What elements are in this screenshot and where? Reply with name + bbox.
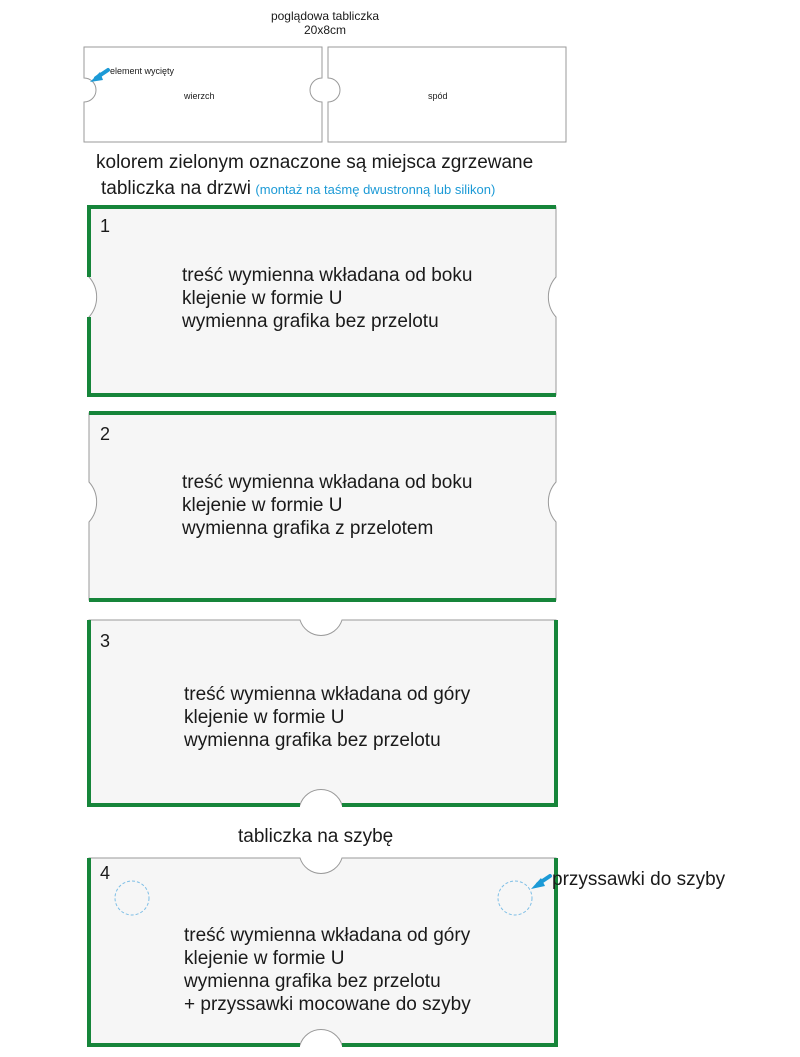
panel-4-text [184, 924, 471, 1016]
panel-4-number: 4 [100, 863, 111, 883]
preview-title-line1: poglądowa tabliczka [270, 9, 380, 23]
cutout-label: element wycięty [110, 66, 175, 76]
panel-2-line-1: treść wymienna wkładana od boku [182, 472, 473, 493]
panel-1-number: 1 [100, 216, 111, 236]
back-label: spód [428, 91, 448, 101]
panel-2-text [182, 471, 472, 540]
suction-label: przyssawki do szyby [552, 869, 726, 890]
door-heading-main: tabliczka na drzwi [101, 178, 251, 199]
panel-2-line-2: klejenie w formie U [182, 495, 343, 516]
front-label: wierzch [184, 91, 215, 101]
panel-1-line-2: klejenie w formie U [182, 288, 343, 309]
panel-1-line-1: treść wymienna wkładana od boku [182, 265, 473, 286]
panel-3-line-2: klejenie w formie U [184, 707, 345, 728]
panel-4-line-2: klejenie w formie U [184, 948, 345, 969]
door-heading [101, 178, 495, 200]
panel-4-line-1: treść wymienna wkładana od góry [184, 925, 471, 946]
panel-2-line-3: wymienna grafika z przelotem [182, 518, 434, 539]
panel-4-line-3: wymienna grafika bez przelotu [184, 971, 441, 992]
preview-title-line2: 20x8cm [303, 23, 347, 37]
panel-1-text [182, 264, 472, 333]
glass-heading: tabliczka na szybę [238, 826, 394, 847]
panel-4-line-4: + przyssawki mocowane do szyby [184, 994, 471, 1015]
panel-2-number: 2 [100, 424, 111, 444]
panel-3-text [184, 683, 470, 752]
weld-heading: kolorem zielonym oznaczone są miejsca zgrzewane [96, 152, 534, 173]
preview-title [250, 9, 400, 37]
panel-3-line-3: wymienna grafika bez przelotu [184, 730, 441, 751]
door-heading-note: (montaż na taśmę dwustronną lub silikon) [255, 182, 496, 197]
panel-3-number: 3 [100, 631, 111, 651]
panel-3-line-1: treść wymienna wkładana od góry [184, 684, 471, 705]
panel-1-line-3: wymienna grafika bez przelotu [182, 311, 439, 332]
